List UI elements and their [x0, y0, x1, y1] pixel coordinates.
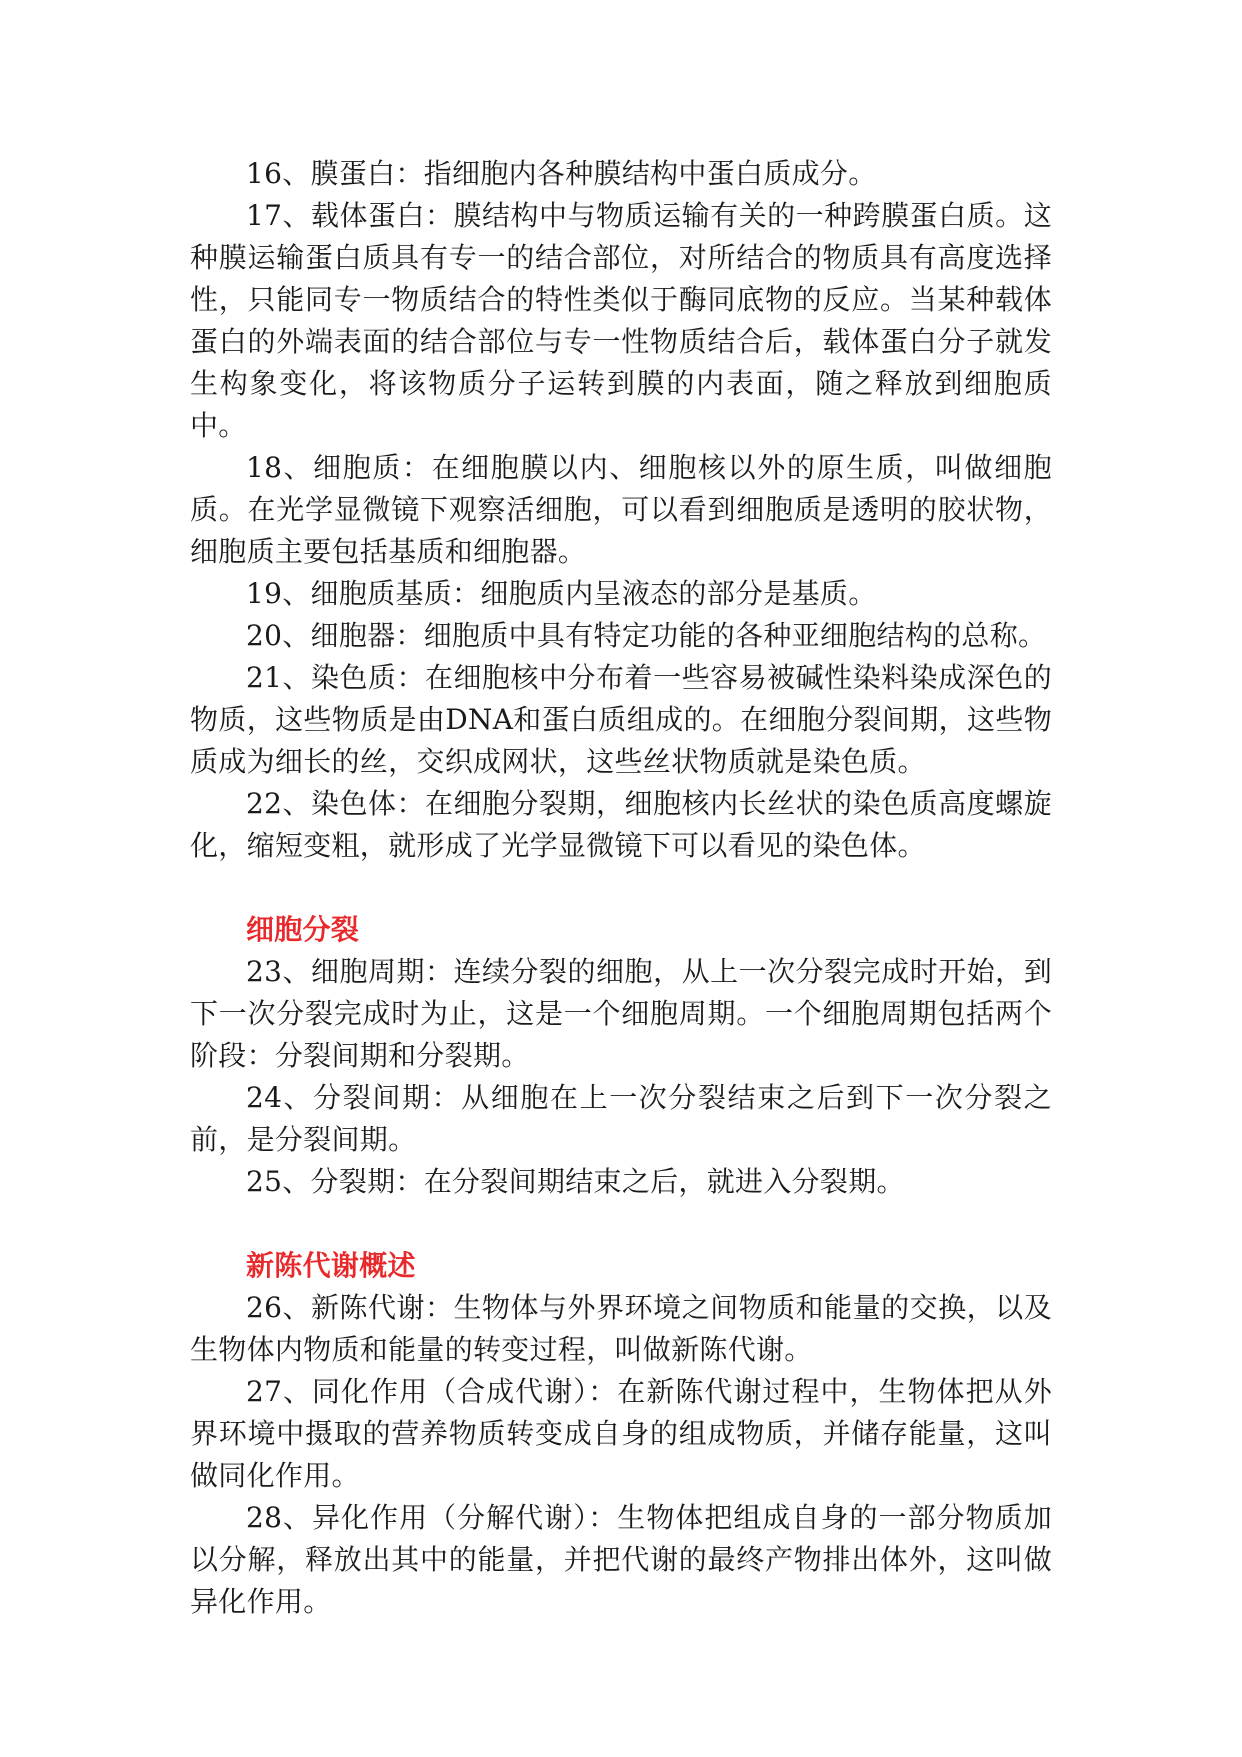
section-heading-cell-division: 细胞分裂 [246, 913, 360, 946]
definition-17-carrier-protein: 17、载体蛋白：膜结构中与物质运输有关的一种跨膜蛋白质。这种膜运输蛋白质具有专一的结合部位，对所结合的物质具有高度选择性，只能同专一物质结合的特性类似于酶同底物的反应。当某种载体蛋白的外端表面的结合部位与专一性物质结合后，载体蛋白分子就发生构象变化，将该物质分子运转到膜的内表面，随之释放到细胞质中。 [190, 199, 1052, 442]
section-heading-metabolism-overview: 新陈代谢概述 [246, 1249, 416, 1282]
definition-26-metabolism: 26、新陈代谢：生物体与外界环境之间物质和能量的交换，以及生物体内物质和能量的转变过程，叫做新陈代谢。 [190, 1291, 1052, 1366]
definition-22-chromosome: 22、染色体：在细胞分裂期，细胞核内长丝状的染色质高度螺旋化，缩短变粗，就形成了光学显微镜下可以看见的染色体。 [190, 787, 1052, 862]
definition-18-cytoplasm: 18、细胞质：在细胞膜以内、细胞核以外的原生质，叫做细胞质。在光学显微镜下观察活细胞，可以看到细胞质是透明的胶状物，细胞质主要包括基质和细胞器。 [190, 451, 1052, 568]
definition-24-interphase: 24、分裂间期：从细胞在上一次分裂结束之后到下一次分裂之前，是分裂间期。 [190, 1081, 1052, 1156]
definition-28-catabolism: 28、异化作用（分解代谢）：生物体把组成自身的一部分物质加以分解，释放出其中的能量，并把代谢的最终产物排出体外，这叫做异化作用。 [190, 1501, 1052, 1618]
definition-23-cell-cycle: 23、细胞周期：连续分裂的细胞，从上一次分裂完成时开始，到下一次分裂完成时为止，这是一个细胞周期。一个细胞周期包括两个阶段：分裂间期和分裂期。 [190, 955, 1052, 1072]
definition-21-chromatin: 21、染色质：在细胞核中分布着一些容易被碱性染料染成深色的物质，这些物质是由DNA和蛋白质组成的。在细胞分裂间期，这些物质成为细长的丝，交织成网状，这些丝状物质就是染色质。 [190, 661, 1052, 778]
definition-25-division-phase: 25、分裂期：在分裂间期结束之后，就进入分裂期。 [246, 1165, 905, 1198]
document-body [190, 153, 1052, 1623]
definition-20-organelle: 20、细胞器：细胞质中具有特定功能的各种亚细胞结构的总称。 [246, 619, 1047, 652]
definition-19-cytoplasmic-matrix: 19、细胞质基质：细胞质内呈液态的部分是基质。 [246, 577, 877, 610]
definition-16-membrane-protein: 16、膜蛋白：指细胞内各种膜结构中蛋白质成分。 [246, 157, 877, 190]
definition-27-anabolism: 27、同化作用（合成代谢）：在新陈代谢过程中，生物体把从外界环境中摄取的营养物质转变成自身的组成物质，并储存能量，这叫做同化作用。 [190, 1375, 1052, 1492]
